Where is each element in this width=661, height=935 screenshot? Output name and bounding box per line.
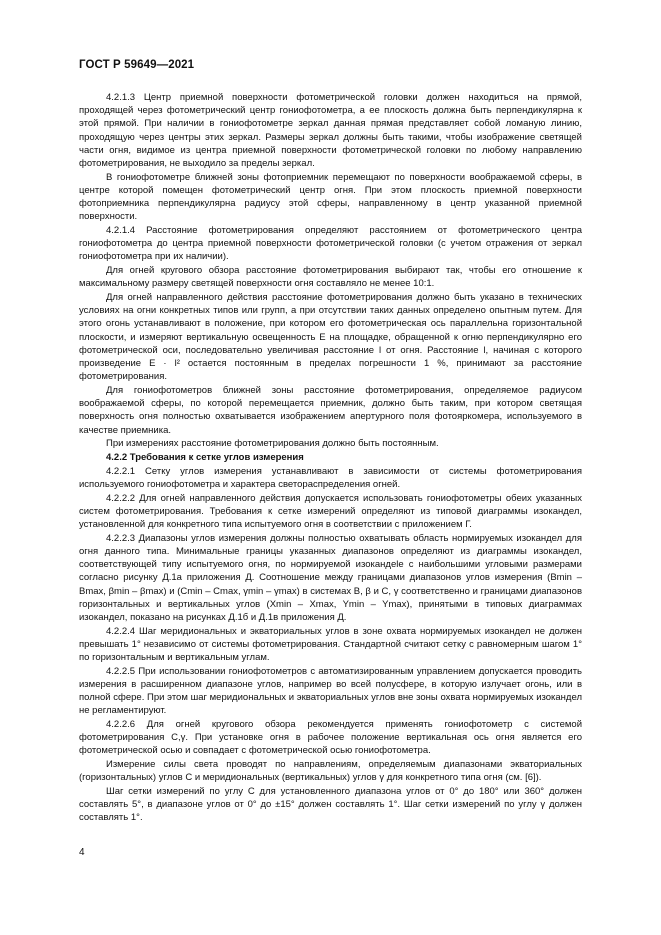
subsection-title: 4.2.2 Требования к сетке углов измерения xyxy=(106,451,304,463)
paragraph: В гониофотометре ближней зоны фотоприемник перемещают по поверхности воображаемой сферы, в центре которой помещен фотометрический центр огня. При этом плоскость приемной поверхности фотоприемника перпендикулярна радиусу этой сферы, направленному в центр указанной приемной поверхности. xyxy=(79,171,582,223)
paragraph: При измерениях расстояние фотометрирования должно быть постоянным. xyxy=(106,438,439,450)
paragraph: 4.2.2.2 Для огней направленного действия допускается использовать гониофотометры обеих указанных систем фотометрирования. Требования к сетке измерений определяют из типовой диаграммы изокандел, установленной для конкретного типа испытуемого огня в соответствии с приложением Г. xyxy=(79,492,582,530)
paragraph: Измерение силы света проводят по направлениям, определяемым диапазонами экваториальных (горизонтальных) углов C и меридиональных (вертикальных) углов γ для конкретного типа огня (см. [6]). xyxy=(79,759,582,784)
document-header: ГОСТ Р 59649—2021 xyxy=(79,59,195,71)
paragraph: 4.2.2.4 Шаг меридиональных и экваториальных углов в зоне охвата нормируемых изокандел не должен превышать 1° независимо от системы фотометрирования. Стандартной считают сетку с равномерным шагом 1° по горизонтальным и вертикальным углам. xyxy=(79,625,582,664)
paragraph: Для гониофотометров ближней зоны расстояние фотометрирования, определяемое радиусом воображаемой сферы, по которой перемещается приемник, должно быть таким, при котором светящая поверхность огня полностью охватывается изображением апертурного поля фотояркомера, используемого в качестве приемника. xyxy=(79,384,582,436)
page-number: 4 xyxy=(79,847,85,858)
paragraph: 4.2.2.6 Для огней кругового обзора рекомендуется применять гониофотометр с системой фотометрирования C,γ. При установке огня в рабочее положение вертикальная ось огня является его фотометрической осью и совпадает с фотометрической осью гониофотометра. xyxy=(79,719,582,757)
paragraph: Для огней кругового обзора расстояние фотометрирования выбирают так, чтобы его отношение к максимальному размеру светящей поверхности огня составляло не менее 10:1. xyxy=(79,265,582,290)
paragraph: Шаг сетки измерений по углу C для установленного диапазона углов от 0° до 180° или 360° должен составлять 5°, в диапазоне углов от 0° до ±15° должен составлять 1°. Шаг сетки измерений по углу γ должен составлять 1°. xyxy=(79,786,582,824)
paragraph: 4.2.2.5 При использовании гониофотометров с автоматизированным управлением допускается проводить измерения в расширенном диапазоне углов, например во всей полусфере, в которую излучает огонь, или в полной сфере. При этом шаг меридиональных и экваториальных углов вне зоны охвата нормируемых изокандел не регламентируют. xyxy=(79,665,582,717)
paragraph: 4.2.2.3 Диапазоны углов измерения должны полностью охватывать область нормируемых изокандел для огня данного типа. Минимальные границы указанных диапазонов определяют из диаграммы изокандел, соответствующей типу испытуемого огня, по нормируемой изокандele с наибольшими угловыми размерами согласно рисунку Д.1а приложения Д. Соотношение между границами диапазонов углов измерения (Bmin – Bmax, βmin – βmax) и (Cmin – Cmax, γmin – γmax) в системах B, β и C, γ соответственно и границами диапазонов горизонтальных и вертикальных углов (Xmin – Xmax, Ymin – Ymax), принятыми в типовых диаграммах изокандел, показано на рисунках Д.1б и Д.1в приложения Д. xyxy=(79,532,582,623)
document-body xyxy=(79,91,582,825)
paragraph: 4.2.1.3 Центр приемной поверхности фотометрической головки должен находиться на прямой, проходящей через фотометрический центр гониофотометра, а ее плоскость должна быть перпендикулярна к этой прямой. При наличии в гониофотометре зеркал данная прямая представляет собой ломаную линию, проходящую через центры этих зеркал. Размеры зеркал должны быть такими, чтобы изображение светящей части огня, видимое из центра приемной поверхности фотометрической головки по любому направлению фотометрирования, не выходило за пределы зеркал. xyxy=(79,92,582,170)
paragraph: 4.2.2.1 Сетку углов измерения устанавливают в зависимости от системы фотометрирования используемого гониофотометра и характера светораспределения огней. xyxy=(79,465,582,490)
paragraph: Для огней направленного действия расстояние фотометрирования должно быть указано в технических условиях на огни конкретных типов или групп, а при отсутствии таких данных определено опытным путем. Для этого огонь устанавливают в положение, при котором его фотометрическая ось параллельна горизонтальной плоскости, и измеряют вертикальную освещенность E на площадке, обращенной к огню перпендикулярно его фотометрической оси, последовательно увеличивая расстояние l от огня. Расстояние l, начиная с которого произведение E · l² остается постоянным в пределах погрешности 1 %, принимают за расстояние фотометрирования. xyxy=(79,292,582,383)
paragraph: 4.2.1.4 Расстояние фотометрирования определяют расстоянием от фотометрического центра гониофотометра до центра приемной поверхности фотометрической головки (с учетом отражения от зеркал гониофотометра при их наличии). xyxy=(79,225,582,263)
